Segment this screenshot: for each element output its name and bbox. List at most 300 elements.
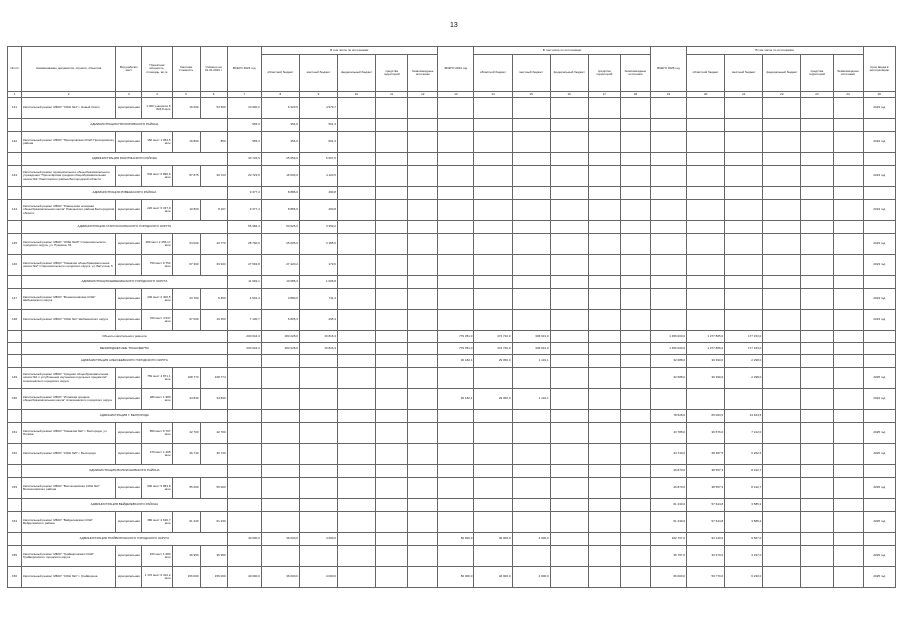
table-cell: 6 320,5: [261, 98, 299, 119]
row-number: [8, 187, 22, 200]
table-cell: [438, 187, 474, 200]
table-cell: 295,4: [299, 310, 337, 331]
table-cell: [801, 423, 833, 444]
table-cell: [512, 166, 550, 187]
table-cell: 78 528,0: [650, 410, 686, 423]
table-cell: 36 000,0: [261, 533, 299, 546]
table-cell: 46 000,0: [474, 533, 512, 546]
table-cell: 87 875: [172, 166, 200, 187]
table-row: [8, 132, 896, 153]
table-cell: 20 723,5: [227, 166, 261, 187]
table-cell: [725, 289, 763, 310]
table-cell: 2025 год: [863, 423, 895, 444]
table-cell: 850: [200, 132, 227, 153]
table-cell: 6 230,0: [725, 567, 763, 588]
object-name: Капитальный ремонт МБОУ "Ровеньская основная общеобразовательная школа" Ровеньского района Белгородской области: [22, 200, 116, 221]
table-cell: [763, 200, 801, 221]
table-cell: [550, 512, 588, 533]
table-row: [8, 166, 896, 187]
table-cell: 1 456 000,0: [650, 331, 686, 343]
column-number: 2: [22, 92, 116, 98]
table-cell: [438, 234, 474, 255]
table-cell: [376, 331, 408, 343]
column-number: 16: [550, 92, 588, 98]
column-number: 11: [376, 92, 408, 98]
table-cell: [376, 368, 408, 389]
row-number: [8, 221, 22, 234]
table-cell: [512, 444, 550, 465]
table-cell: 230 мест 2 400,5 кв.м: [142, 289, 172, 310]
col-header: областной бюджет: [687, 55, 725, 92]
table-cell: 36 576,0: [687, 423, 725, 444]
table-cell: [408, 166, 438, 187]
table-cell: [337, 343, 375, 355]
table-cell: [763, 567, 801, 588]
table-cell: [376, 355, 408, 368]
table-cell: [227, 478, 261, 499]
table-row: [8, 389, 896, 410]
table-cell: [474, 289, 512, 310]
table-cell: [833, 221, 863, 234]
table-cell: [299, 499, 337, 512]
table-cell: [620, 153, 650, 166]
table-cell: 750 мест 6 752 кв.м: [142, 255, 172, 276]
table-cell: [438, 166, 474, 187]
table-cell: 8 167: [200, 200, 227, 221]
table-cell: [863, 119, 895, 132]
table-cell: [801, 499, 833, 512]
table-cell: 8 312,7: [725, 465, 763, 478]
table-cell: [512, 512, 550, 533]
table-cell: [620, 234, 650, 255]
table-cell: [227, 546, 261, 567]
section-row: [8, 533, 896, 546]
table-cell: [588, 389, 620, 410]
table-cell: [512, 153, 550, 166]
table-cell: 183 228,0: [261, 331, 299, 343]
table-row: [8, 478, 896, 499]
table-cell: [337, 153, 375, 166]
table-cell: [833, 389, 863, 410]
object-name: Капитальный ремонт МБОУ "Волоконовская СОШ №2" Волоконовского района: [22, 478, 116, 499]
table-cell: [337, 512, 375, 533]
row-number: 153: [8, 478, 22, 499]
table-row: [8, 368, 896, 389]
table-cell: [801, 444, 833, 465]
table-cell: 150 мест 1 052,5 кв.м: [142, 132, 172, 153]
table-cell: [474, 276, 512, 289]
table-cell: 3 185,6: [299, 234, 337, 255]
column-number: 1: [8, 92, 22, 98]
table-cell: [763, 465, 801, 478]
table-cell: [620, 310, 650, 331]
table-cell: [863, 276, 895, 289]
table-cell: [512, 98, 550, 119]
table-cell: 700 мест 4 537 кв.м: [142, 310, 172, 331]
table-cell: [550, 499, 588, 512]
row-number: [8, 355, 22, 368]
table-cell: 2025 год: [863, 567, 895, 588]
table-cell: [376, 289, 408, 310]
section-row: [8, 221, 896, 234]
table-cell: муниципальная: [116, 255, 142, 276]
table-cell: [337, 478, 375, 499]
table-cell: [512, 187, 550, 200]
table-cell: [725, 389, 763, 410]
table-cell: [588, 98, 620, 119]
table-cell: [801, 546, 833, 567]
col-header: Освоено на 01.01.2023 г.: [200, 47, 227, 92]
table-cell: 16 603,0: [261, 166, 299, 187]
table-cell: [620, 221, 650, 234]
table-cell: [763, 423, 801, 444]
table-cell: [474, 478, 512, 499]
table-cell: [474, 410, 512, 423]
table-cell: [588, 444, 620, 465]
table-cell: [763, 355, 801, 368]
table-cell: [863, 187, 895, 200]
table-cell: [801, 331, 833, 343]
table-cell: 2023 год: [863, 166, 895, 187]
table-cell: 93 140,0: [687, 533, 725, 546]
table-cell: [833, 166, 863, 187]
table-cell: [512, 310, 550, 331]
table-cell: [863, 465, 895, 478]
table-cell: 30 726,5: [227, 153, 261, 166]
col-header: безвозмездные источники: [408, 55, 438, 92]
table-cell: 1 132,1: [512, 355, 550, 368]
table-cell: [408, 355, 438, 368]
table-cell: 501,3: [299, 132, 337, 153]
table-cell: [337, 166, 375, 187]
table-cell: [550, 465, 588, 478]
table-cell: 280 мест 1 980 кв.м: [142, 389, 172, 410]
table-body: [8, 98, 896, 588]
table-cell: [512, 132, 550, 153]
table-cell: [438, 132, 474, 153]
table-cell: [588, 132, 620, 153]
table-cell: [801, 132, 833, 153]
table-cell: [408, 119, 438, 132]
table-cell: [299, 478, 337, 499]
table-cell: [337, 310, 375, 331]
table-cell: 59 770,0: [687, 567, 725, 588]
table-cell: [337, 444, 375, 465]
table-cell: [725, 200, 763, 221]
table-cell: 2 298,0: [725, 368, 763, 389]
table-cell: [299, 355, 337, 368]
table-cell: [588, 276, 620, 289]
table-cell: [550, 153, 588, 166]
table-cell: [801, 221, 833, 234]
section-name: АДМИНИСТРАЦИЯ РОВЕНЬСКОГО РАЙОНА: [22, 187, 228, 200]
table-cell: [299, 512, 337, 533]
table-cell: [376, 444, 408, 465]
total-name: МЕЖБЮДЖЕТНЫЕ ТРАНСФЕРТЫ: [22, 343, 228, 355]
table-cell: 67 300: [172, 255, 200, 276]
table-cell: [833, 423, 863, 444]
table-cell: [337, 234, 375, 255]
table-cell: муниципальная: [116, 132, 142, 153]
table-cell: 1 132,1: [512, 389, 550, 410]
table-cell: [376, 98, 408, 119]
table-cell: 57 644,8: [687, 512, 725, 533]
table-cell: [550, 234, 588, 255]
table-cell: [801, 567, 833, 588]
column-number: 18: [620, 92, 650, 98]
table-cell: [408, 221, 438, 234]
table-cell: 3 880,0: [261, 289, 299, 310]
table-cell: [337, 276, 375, 289]
table-cell: [227, 423, 261, 444]
table-cell: [550, 187, 588, 200]
table-cell: 50 000,0: [438, 567, 474, 588]
table-cell: [763, 255, 801, 276]
section-row: [8, 499, 896, 512]
table-cell: [438, 368, 474, 389]
row-number: 143: [8, 166, 22, 187]
row-number: 149: [8, 368, 22, 389]
table-row: [8, 255, 896, 276]
section-row: [8, 153, 896, 166]
table-cell: [474, 444, 512, 465]
table-cell: [337, 389, 375, 410]
table-cell: 6 252,5: [725, 444, 763, 465]
table-cell: 1 170 мест 6 412,2 кв.м: [142, 567, 172, 588]
table-cell: [687, 153, 725, 166]
table-cell: 10 900,2: [227, 98, 261, 119]
table-cell: [438, 478, 474, 499]
table-cell: [620, 499, 650, 512]
table-cell: [261, 355, 299, 368]
col-header: Наименование документов, отрасли, объектов: [22, 47, 116, 92]
table-cell: [550, 368, 588, 389]
table-cell: [337, 289, 375, 310]
table-cell: [550, 331, 588, 343]
table-cell: [376, 465, 408, 478]
table-cell: [438, 423, 474, 444]
table-cell: [620, 255, 650, 276]
row-number: [8, 276, 22, 289]
table-cell: [512, 499, 550, 512]
col-header: Сметная стоимость: [172, 47, 200, 92]
table-cell: 57 644,8: [687, 499, 725, 512]
table-cell: [512, 234, 550, 255]
table-cell: 28 487,5: [687, 444, 725, 465]
table-cell: [261, 478, 299, 499]
table-cell: 490,8: [299, 187, 337, 200]
table-cell: [620, 187, 650, 200]
table-cell: [550, 567, 588, 588]
table-cell: 4 591,4: [227, 289, 261, 310]
table-cell: [261, 423, 299, 444]
table-cell: [833, 478, 863, 499]
table-cell: [474, 465, 512, 478]
col-header: Вид рабочих мест: [116, 47, 142, 92]
table-cell: [474, 423, 512, 444]
table-cell: [299, 410, 337, 423]
table-cell: 42 700: [172, 423, 200, 444]
table-cell: муниципальная: [116, 98, 142, 119]
table-cell: 600 мест 5 853,8 кв.м: [142, 478, 172, 499]
table-cell: [474, 200, 512, 221]
table-cell: [801, 343, 833, 355]
table-cell: [687, 310, 725, 331]
object-name: Капитальный ремонт МБОУ "СОШ №1" г. Грайворона: [22, 567, 116, 588]
table-cell: [687, 389, 725, 410]
column-number: 5: [172, 92, 200, 98]
table-cell: муниципальная: [116, 234, 142, 255]
row-number: [8, 331, 22, 343]
table-cell: [376, 533, 408, 546]
section-name: АДМИНИСТРАЦИЯ ШЕБЕКИНСКОГО ГОРОДСКОГО ОКРУГА: [22, 276, 228, 289]
table-cell: 2023 год: [863, 98, 895, 119]
table-cell: [801, 310, 833, 331]
table-cell: [801, 355, 833, 368]
table-cell: [337, 98, 375, 119]
table-cell: [833, 276, 863, 289]
table-cell: [801, 98, 833, 119]
table-cell: [833, 465, 863, 478]
table-cell: 3 359,2: [299, 221, 337, 234]
table-cell: 36 000,0: [261, 567, 299, 588]
col-header: безвозмездные источники: [620, 55, 650, 92]
table-cell: 9 377,4: [227, 187, 261, 200]
col-header: федеральный бюджет: [337, 55, 375, 92]
table-cell: [801, 410, 833, 423]
section-name: АДМИНИСТРАЦИЯ РАКИТЯНСКОГО РАЙОНА: [22, 153, 228, 166]
col-header: ВСЕГО 2025 год: [650, 47, 686, 92]
table-cell: 160 мест 1 680 кв.м: [142, 546, 172, 567]
table-cell: [261, 368, 299, 389]
table-cell: 4 000,0: [299, 533, 337, 546]
table-cell: [620, 132, 650, 153]
table-cell: 5 067,5: [299, 153, 337, 166]
table-cell: [763, 368, 801, 389]
table-cell: [337, 533, 375, 546]
table-cell: 2023 год: [863, 289, 895, 310]
object-name: Капитальный ремонт МБОУ "СОШ №5" г. Белгорода: [22, 444, 116, 465]
table-row: [8, 444, 896, 465]
table-cell: 2023 год: [863, 310, 895, 331]
table-cell: 108 774: [200, 368, 227, 389]
table-cell: [833, 444, 863, 465]
table-cell: [550, 389, 588, 410]
table-cell: [763, 166, 801, 187]
table-cell: [550, 546, 588, 567]
column-number: 3: [116, 92, 142, 98]
table-cell: [620, 331, 650, 343]
table-cell: [801, 276, 833, 289]
table-cell: [620, 98, 650, 119]
table-cell: [337, 410, 375, 423]
table-cell: [438, 310, 474, 331]
table-cell: [588, 343, 620, 355]
table-cell: [863, 499, 895, 512]
table-cell: [408, 132, 438, 153]
table-cell: [550, 423, 588, 444]
table-cell: [863, 331, 895, 343]
table-cell: [408, 331, 438, 343]
col-header: областной бюджет: [474, 55, 512, 92]
table-cell: 43 788,0: [650, 423, 686, 444]
table-cell: 2025 год: [863, 512, 895, 533]
object-name: Капитальный ремонт МБОУ "Гимназия №2" г. Белгорода, ул. Попова: [22, 423, 116, 444]
table-cell: [833, 343, 863, 355]
table-cell: 270 мест 1 405 кв.м: [142, 444, 172, 465]
table-cell: [620, 512, 650, 533]
col-header: областной бюджет: [261, 55, 299, 92]
table-cell: [833, 187, 863, 200]
table-cell: [801, 119, 833, 132]
table-cell: [376, 119, 408, 132]
table-cell: [588, 423, 620, 444]
table-cell: [550, 310, 588, 331]
table-cell: [687, 255, 725, 276]
table-cell: 23 700: [172, 289, 200, 310]
table-cell: [650, 289, 686, 310]
table-cell: [801, 234, 833, 255]
col-header: безвозмездные источники: [833, 55, 863, 92]
object-name: Капитальный ремонт МБОУ "ООШ №29" Старооскольского городского округа, ул. Пушкина, 61: [22, 234, 116, 255]
column-number: 7: [227, 92, 261, 98]
table-cell: 36 950: [172, 546, 200, 567]
column-number: 23: [801, 92, 833, 98]
table-cell: 16 816,3: [299, 343, 337, 355]
table-cell: [833, 567, 863, 588]
table-cell: [801, 533, 833, 546]
table-cell: 380 мест 2 630,7 кв.м: [142, 512, 172, 533]
table-row: [8, 310, 896, 331]
table-cell: [801, 465, 833, 478]
table-cell: [408, 499, 438, 512]
table-cell: [588, 255, 620, 276]
table-cell: [763, 389, 801, 410]
table-cell: [833, 255, 863, 276]
object-name: Капитальный ремонт МБОУ "СОШ №4" г. Новый Оскол: [22, 98, 116, 119]
table-cell: 3 337,0: [725, 546, 763, 567]
table-cell: 30 390,0: [687, 368, 725, 389]
row-number: [8, 533, 22, 546]
table-cell: [474, 98, 512, 119]
column-number: 17: [588, 92, 620, 98]
table-cell: [299, 546, 337, 567]
table-cell: 540 мест 6 890,6 кв.м: [142, 166, 172, 187]
table-cell: [833, 132, 863, 153]
table-cell: [376, 200, 408, 221]
table-cell: муниципальная: [116, 546, 142, 567]
table-cell: муниципальная: [116, 478, 142, 499]
table-cell: [801, 166, 833, 187]
table-cell: 480 мест 2 456,17 кв.м: [142, 234, 172, 255]
table-cell: 156 000: [200, 567, 227, 588]
table-cell: [261, 444, 299, 465]
table-cell: [337, 119, 375, 132]
table-cell: 53 025,2: [261, 221, 299, 234]
total-row: [8, 331, 896, 343]
table-cell: [620, 410, 650, 423]
table-cell: [408, 410, 438, 423]
table-cell: [650, 234, 686, 255]
column-number: 15: [512, 92, 550, 98]
table-cell: [588, 499, 620, 512]
table-cell: [337, 255, 375, 276]
table-cell: [438, 98, 474, 119]
table-cell: [588, 166, 620, 187]
table-cell: [299, 465, 337, 478]
table-cell: [408, 310, 438, 331]
table-cell: [763, 234, 801, 255]
